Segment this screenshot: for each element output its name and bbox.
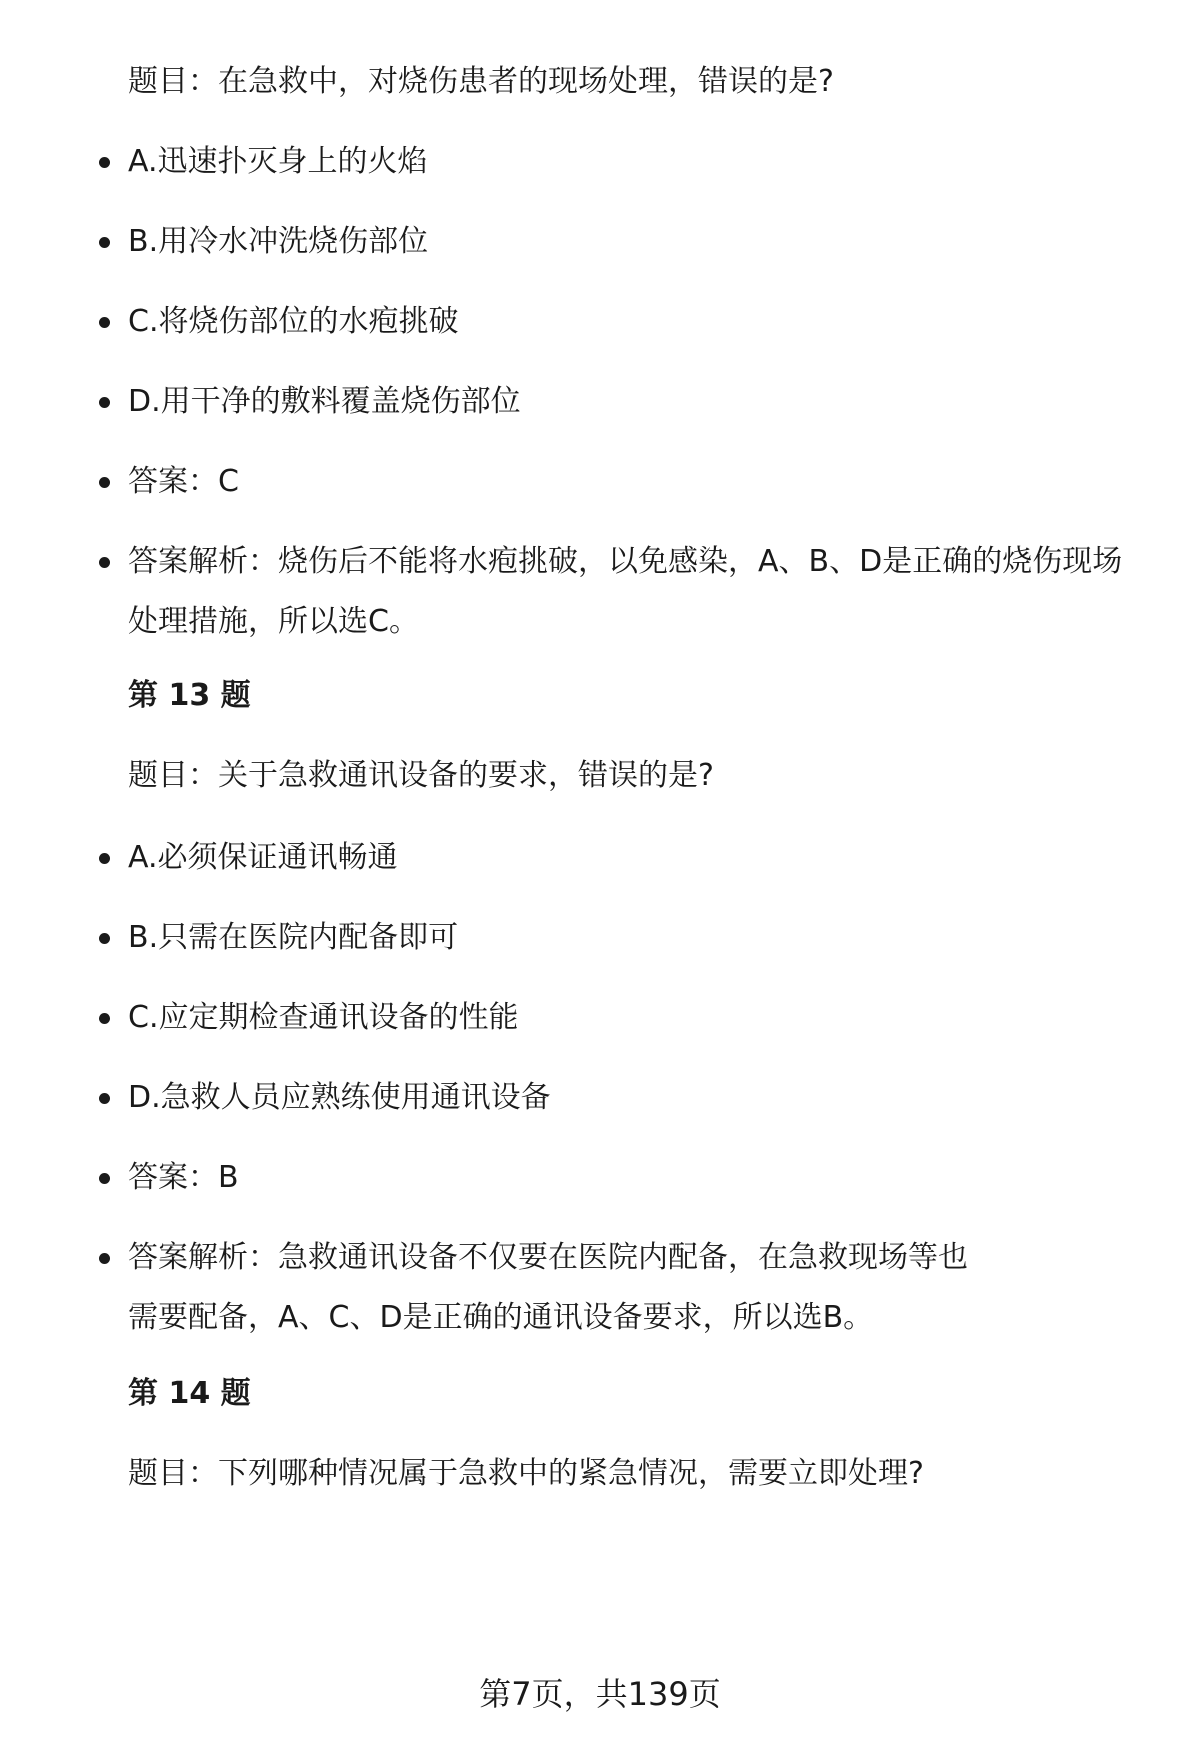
- q13-explanation: 答案解析：急救通讯设备不仅要在医院内配备，在急救现场等也需要配备，A、C、D是正确的通讯设备要求，所以选B。: [128, 1228, 968, 1348]
- q13-option-a: A.必须保证通讯畅通: [128, 828, 1148, 888]
- q13-heading: 第 13 题: [128, 678, 251, 713]
- q14-heading: 第 14 题: [128, 1376, 251, 1411]
- q13-answer: 答案：B: [128, 1148, 1148, 1208]
- q13-option-b: B.只需在医院内配备即可: [128, 908, 1148, 968]
- q12-option-b: B.用冷水冲洗烧伤部位: [128, 212, 1148, 272]
- q13-option-c: C.应定期检查通讯设备的性能: [128, 988, 1148, 1048]
- q12-answer: 答案：C: [128, 452, 1148, 512]
- q12-explanation: 答案解析：烧伤后不能将水疱挑破，以免感染，A、B、D是正确的烧伤现场处理措施，所以选C。: [128, 532, 1148, 652]
- q13-question: 题目：关于急救通讯设备的要求，错误的是?: [128, 758, 714, 793]
- page-number-footer: 第7页，共139页: [479, 1675, 721, 1713]
- q12-option-d: D.用干净的敷料覆盖烧伤部位: [128, 372, 1148, 432]
- q12-option-c: C.将烧伤部位的水疱挑破: [128, 292, 1148, 352]
- q12-question: 题目：在急救中，对烧伤患者的现场处理，错误的是?: [128, 64, 834, 99]
- q13-option-d: D.急救人员应熟练使用通讯设备: [128, 1068, 1148, 1128]
- q14-question: 题目：下列哪种情况属于急救中的紧急情况，需要立即处理?: [128, 1456, 924, 1491]
- q12-option-a: A.迅速扑灭身上的火焰: [128, 132, 1148, 192]
